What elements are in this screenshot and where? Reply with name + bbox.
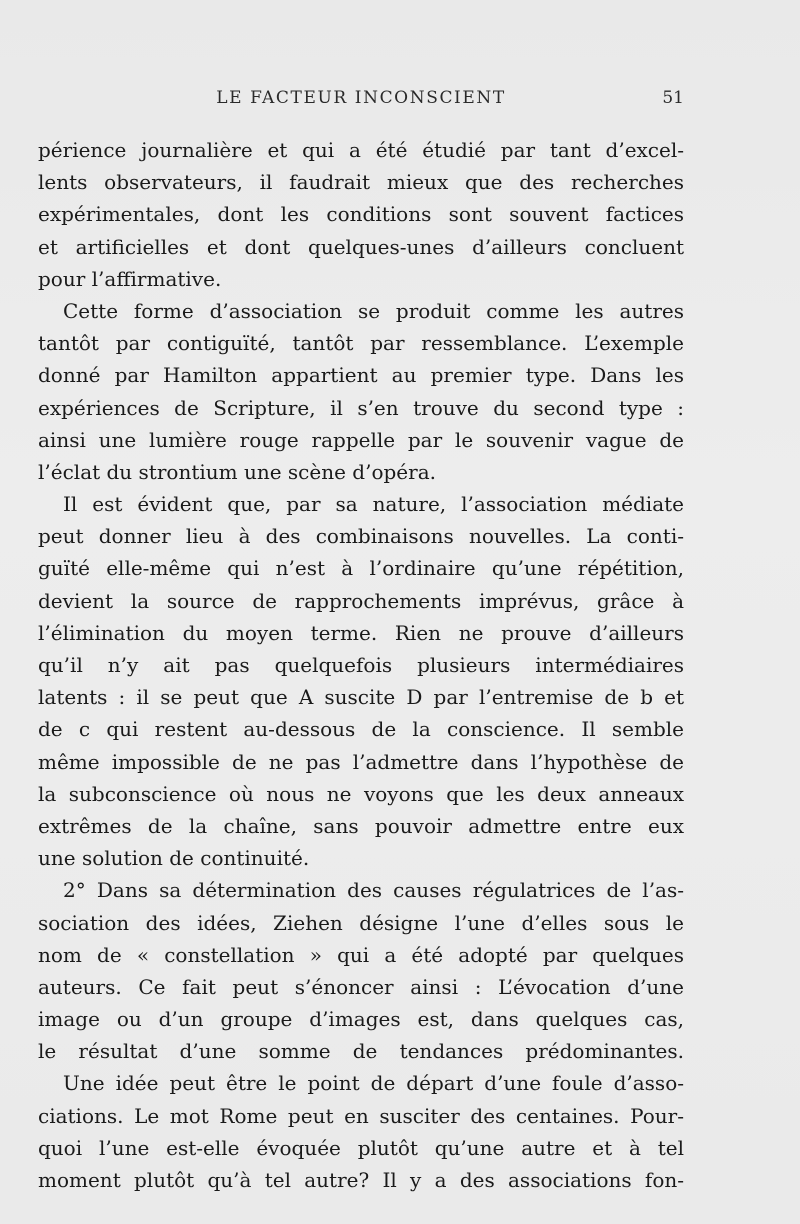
text-line: ciations. Le mot Rome peut en susciter des centaines. Pour- xyxy=(38,1103,684,1128)
text-line: extrêmes de la chaîne, sans pouvoir admettre entre eux xyxy=(38,813,684,838)
text-line: pour l’affirmative. xyxy=(38,266,222,291)
text-line: l’éclat du strontium une scène d’opéra. xyxy=(38,459,436,484)
text-line: la subconscience où nous ne voyons que les deux anneaux xyxy=(38,781,684,806)
page-number: 51 xyxy=(662,88,684,108)
text-line: Une idée peut être le point de départ d’une foule d’asso- xyxy=(63,1071,684,1096)
text-line: même impossible de ne pas l’admettre dans l’hypothèse de xyxy=(38,749,684,774)
text-line: nom de « constellation » qui a été adopté par quelques xyxy=(38,942,684,967)
text-line: guïté elle-même qui n’est à l’ordinaire qu’une répétition, xyxy=(38,556,684,581)
text-line: auteurs. Ce fait peut s’énoncer ainsi : L’évocation d’une xyxy=(38,974,684,999)
text-line: donné par Hamilton appartient au premier type. Dans les xyxy=(38,363,684,388)
text-line: image ou d’un groupe d’images est, dans quelques cas, xyxy=(38,1007,684,1032)
text-line: sociation des idées, Ziehen désigne l’une d’elles sous le xyxy=(38,910,684,935)
text-line: périence journalière et qui a été étudié par tant d’excel- xyxy=(38,138,684,162)
text-line: 2° Dans sa détermination des causes régulatrices de l’as- xyxy=(63,878,684,903)
text-line: tantôt par contiguïté, tantôt par ressemblance. L’exemple xyxy=(38,331,684,356)
text-line: lents observateurs, il faudrait mieux que des recherches xyxy=(38,170,684,195)
text-line: devient la source de rapprochements imprévus, grâce à xyxy=(38,588,684,613)
body-text xyxy=(38,134,684,1196)
text-line: et artificielles et dont quelques-unes d’ailleurs concluent xyxy=(38,234,684,259)
text-line: latents : il se peut que A suscite D par l’entremise de b et xyxy=(38,685,684,710)
text-line: moment plutôt qu’à tel autre? Il y a des associations fon- xyxy=(38,1168,684,1192)
running-head xyxy=(38,88,684,114)
text-line: une solution de continuité. xyxy=(38,846,310,871)
running-title: LE FACTEUR INCONSCIENT xyxy=(216,88,506,108)
text-line: peut donner lieu à des combinaisons nouvelles. La conti- xyxy=(38,524,684,549)
text-line: expérimentales, dont les conditions sont souvent factices xyxy=(38,202,684,227)
text-line: ainsi une lumière rouge rappelle par le souvenir vague de xyxy=(38,427,684,452)
text-line: Il est évident que, par sa nature, l’association médiate xyxy=(63,492,684,517)
text-line: quoi l’une est-elle évoquée plutôt qu’une autre et à tel xyxy=(38,1135,684,1160)
text-line: l’élimination du moyen terme. Rien ne prouve d’ailleurs xyxy=(38,620,684,645)
text-line: expériences de Scripture, il s’en trouve du second type : xyxy=(38,395,684,420)
text-line: de c qui restent au-dessous de la conscience. Il semble xyxy=(38,717,684,742)
text-line: Cette forme d’association se produit comme les autres xyxy=(63,298,684,323)
text-line: qu’il n’y ait pas quelquefois plusieurs intermédiaires xyxy=(38,653,684,677)
text-line: le résultat d’une somme de tendances prédominantes. xyxy=(38,1039,684,1064)
